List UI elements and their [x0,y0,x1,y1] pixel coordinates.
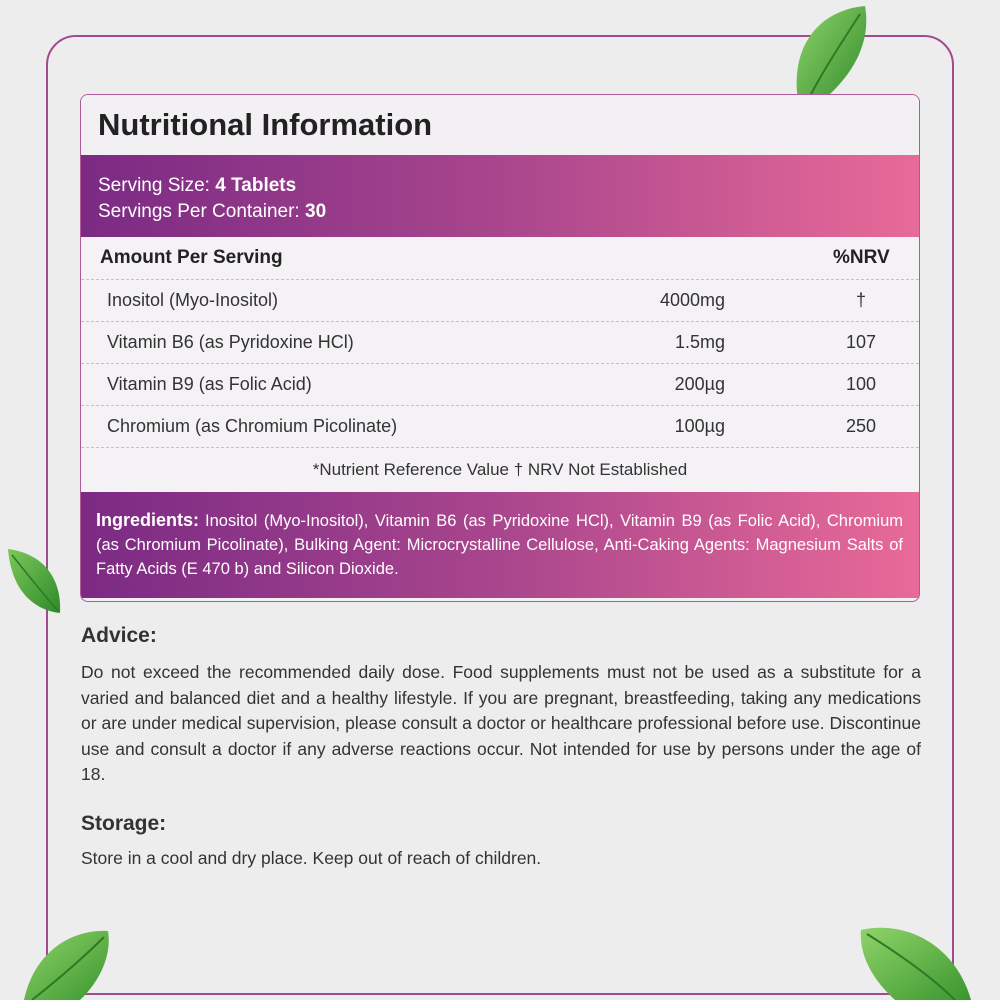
nutrient-nrv: 107 [845,332,877,352]
nutrient-amount: 100µg [674,416,725,436]
servings-per-container-label: Servings Per Container: [98,201,300,222]
panel-title: Nutritional Information [81,95,919,155]
nutrient-nrv: 250 [845,416,877,436]
nutrient-amount: 200µg [674,374,725,394]
nutrient-name: Vitamin B9 (as Folic Acid) [107,374,312,394]
leaf-icon [20,925,115,1000]
serving-size-value: 4 Tablets [215,175,297,196]
nutrient-table [81,237,919,492]
leaf-icon [0,545,70,620]
advice-title: Advice: [81,624,157,647]
nutrient-amount: 4000mg [659,290,725,310]
advice-text: Do not exceed the recommended daily dose. Food supplements must not be used as a substitute for a varied and balanced diet and a healthy lifestyle. If you are pregnant, breastfeeding, taking any medications or are under medical supervision, please consult a doctor or healthcare professional before use. Discontinue use and consult a doctor if any adverse reactions occur. Not intended for use by persons under the age of 18. [81,662,921,784]
serving-info [81,155,919,237]
ingredients-text: Inositol (Myo-Inositol), Vitamin B6 (as Pyridoxine HCl), Vitamin B9 (as Folic Acid), Chromium (as Chromium Picolinate), Bulking Agent: Microcrystalline Cellulose, Anti-Caking Agents: Magnesium Salts of Fatty Acids (E 470 b) and Silicon Dioxide. [96,512,903,578]
servings-per-container [98,199,902,225]
nutrient-nrv: † [855,290,866,310]
nutrient-nrv: 100 [845,374,877,394]
table-row [81,280,919,322]
nutrient-name: Inositol (Myo-Inositol) [107,290,279,310]
serving-size [98,173,902,199]
nutrition-panel [80,94,920,602]
table-row [81,364,919,406]
nutrient-name: Chromium (as Chromium Picolinate) [107,416,398,436]
ingredients-box [81,492,919,598]
storage-title: Storage: [81,812,167,835]
nutrient-name: Vitamin B6 (as Pyridoxine HCl) [107,332,354,352]
servings-per-container-value: 30 [305,201,327,222]
table-row [81,406,919,448]
header-nrv: %NRV [833,247,890,268]
header-amount-per-serving: Amount Per Serving [100,247,283,268]
nutrient-amount: 1.5mg [674,332,725,352]
table-header [81,237,919,280]
storage-text: Store in a cool and dry place. Keep out of reach of children. [81,848,542,868]
serving-size-label: Serving Size: [98,175,210,196]
nrv-footnote: *Nutrient Reference Value † NRV Not Established [81,448,919,492]
ingredients-label: Ingredients: [96,510,200,530]
table-row [81,322,919,364]
leaf-icon [855,920,975,1000]
